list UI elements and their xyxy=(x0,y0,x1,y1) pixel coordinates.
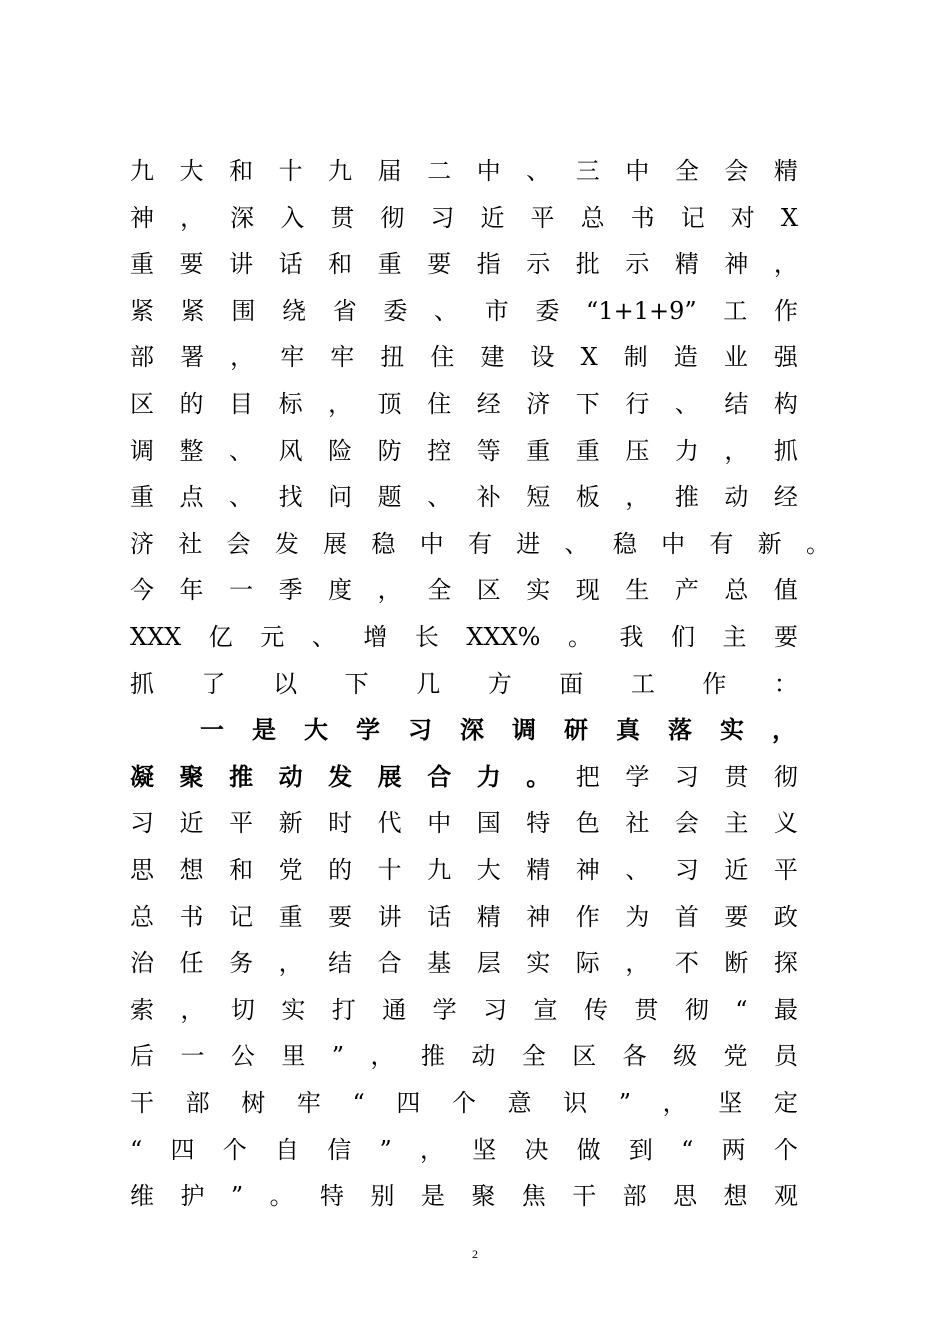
page-number: 2 xyxy=(472,1247,478,1261)
text-line: 济 社 会 发 展 稳 中 有 进 、 稳 中 有 新 。 xyxy=(130,529,830,558)
text-line: 紧 紧 围 绕 省 委 、 市 委 “1+1+9” 工 作 xyxy=(130,296,798,325)
text-line: 治 任 务 ， 结 合 基 层 实 际 ， 不 断 探 xyxy=(130,949,798,978)
text-line: 重 要 讲 话 和 重 要 指 示 批 示 精 神 ， xyxy=(130,250,798,279)
text-line: 区 的 目 标 ， 顶 住 经 济 下 行 、 结 构 xyxy=(130,390,798,418)
text-line: 抓 了 以 下 几 方 面 工 作 ： xyxy=(130,669,798,698)
text-line: 调 整 、 风 险 防 控 等 重 重 压 力 ， 抓 xyxy=(130,436,798,465)
text-line: 干 部 树 牢 “ 四 个 意 识 ” ， 坚 定 xyxy=(130,1089,798,1117)
text-line: XXX 亿 元 、 增 长 XXX% 。 我 们 主 要 xyxy=(130,623,798,651)
text-line: 后 一 公 里 ” ， 推 动 全 区 各 级 党 员 xyxy=(130,1042,798,1071)
text-line: 九 大 和 十 九 届 二 中 、 三 中 全 会 精 xyxy=(130,157,798,185)
text-line: 习 近 平 新 时 代 中 国 特 色 社 会 主 义 xyxy=(130,809,798,838)
text-line: 凝 聚 推 动 发 展 合 力 。 把 学 习 贯 彻 xyxy=(130,761,798,791)
text-line: “ 四 个 自 信 ” ， 坚 决 做 到 “ 两 个 xyxy=(130,1135,798,1164)
text-line: 一 是 大 学 习 深 调 研 真 落 实 ， xyxy=(200,715,796,745)
text-line: 神 ， 深 入 贯 彻 习 近 平 总 书 记 对 X xyxy=(130,203,798,232)
text-line: 索 ， 切 实 打 通 学 习 宣 传 贯 彻 “ 最 xyxy=(130,995,798,1024)
text-line: 总 书 记 重 要 讲 话 精 神 作 为 首 要 政 xyxy=(130,902,798,931)
text-line: 思 想 和 党 的 十 九 大 精 神 、 习 近 平 xyxy=(130,856,798,884)
text-line: 重 点 、 找 问 题 、 补 短 板 ， 推 动 经 xyxy=(130,483,798,512)
text-line: 部 署 ， 牢 牢 扭 住 建 设 X 制 造 业 强 xyxy=(130,343,798,372)
text-line: 今 年 一 季 度 ， 全 区 实 现 生 产 总 值 xyxy=(130,576,798,605)
text-line: 维 护 ” 。 特 别 是 聚 焦 干 部 思 想 观 xyxy=(130,1182,798,1211)
